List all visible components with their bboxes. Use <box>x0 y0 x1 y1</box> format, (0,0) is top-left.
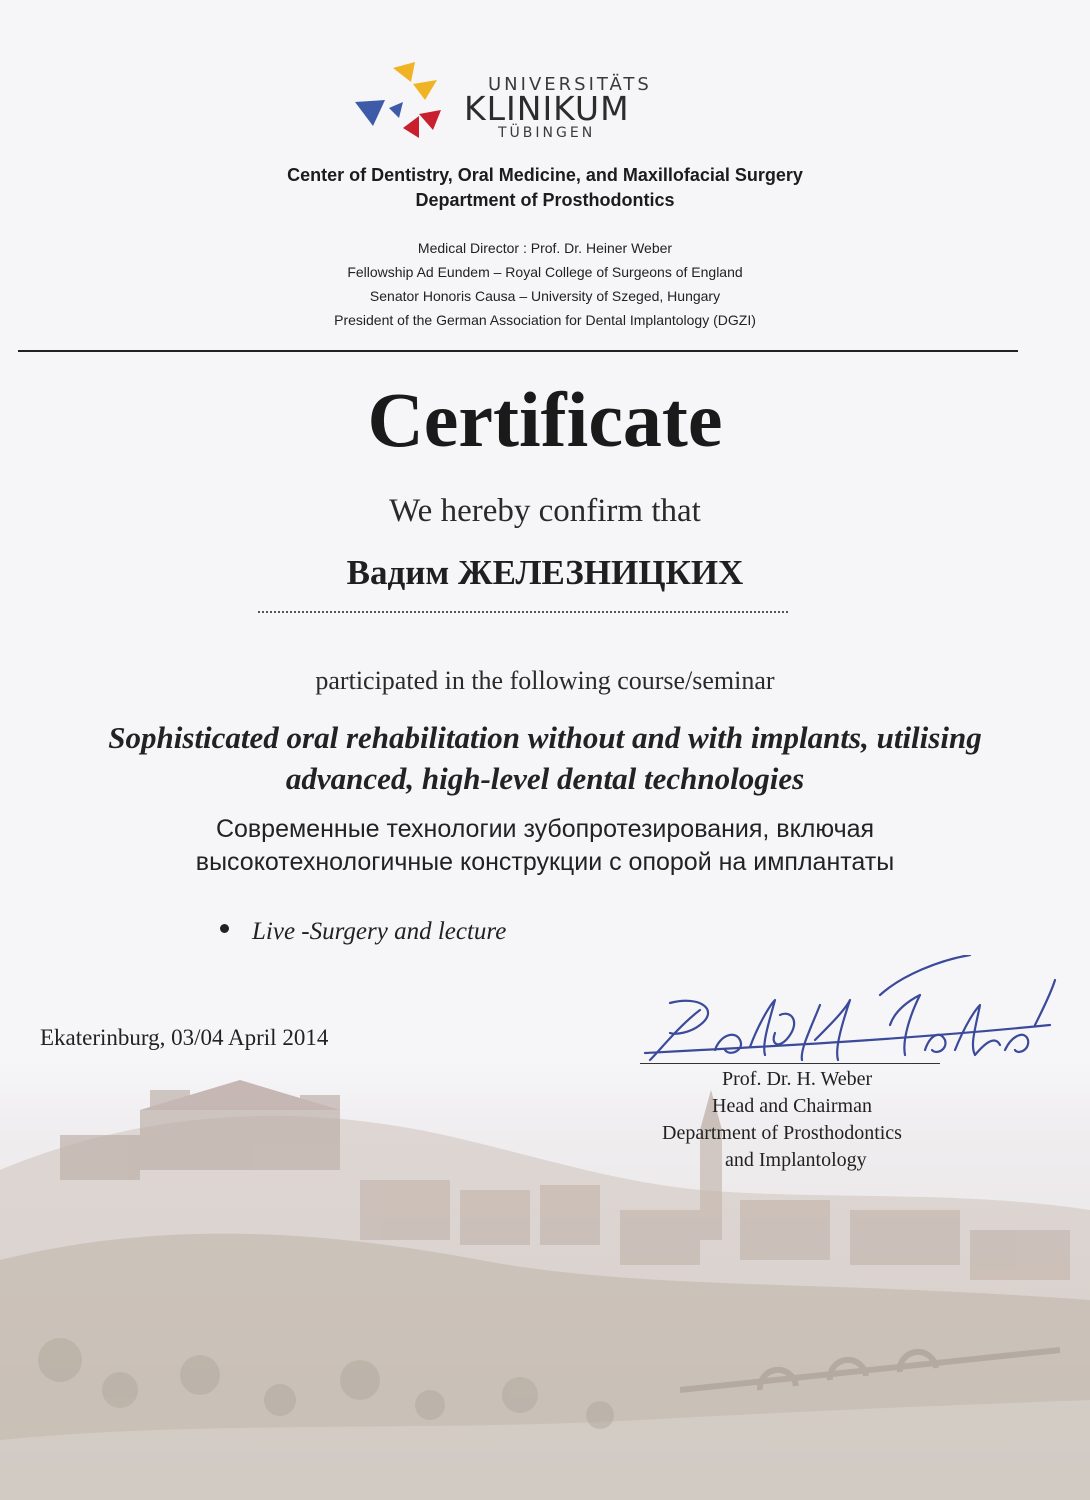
department-name: Department of Prosthodontics <box>415 190 675 210</box>
participation-statement: participated in the following course/seminar <box>315 666 775 695</box>
certificate-title: Certificate <box>367 376 723 463</box>
logo-text-tubingen: TÜBINGEN <box>498 125 596 141</box>
center-name: Center of Dentistry, Oral Medicine, and Maxillofacial Surgery <box>287 165 803 185</box>
senator-line: Senator Honoris Causa – University of Szeged, Hungary <box>369 288 721 304</box>
signatory-department-line-1: Department of Prosthodontics <box>662 1122 902 1144</box>
medical-director-line: Medical Director : Prof. Dr. Heiner Weber <box>417 240 673 256</box>
course-title-ru-line-1: Современные технологии зубопротезирования, включая <box>215 815 875 843</box>
president-line: President of the German Association for Dental Implantology (DGZI) <box>334 312 756 328</box>
logo-text-universitats: UNIVERSITÄTS <box>488 74 652 95</box>
logo-text-klinikum: KLINIKUM <box>464 89 630 128</box>
bullet-icon <box>220 924 229 933</box>
signatory-name: Prof. Dr. H. Weber <box>722 1068 873 1090</box>
place-and-date: Ekaterinburg, 03/04 April 2014 <box>40 1025 329 1050</box>
klinikum-logo-icon <box>355 62 445 142</box>
course-title-en-line-1: Sophisticated oral rehabilitation without and with implants, utilising <box>108 720 982 755</box>
header-divider <box>18 350 1018 352</box>
course-title-en-line-2: advanced, high-level dental technologies <box>285 761 805 796</box>
confirm-statement: We hereby confirm that <box>389 493 701 529</box>
course-format-item: Live -Surgery and lecture <box>252 918 507 945</box>
city-panorama-illustration <box>0 1060 1090 1500</box>
signatory-department-line-2: and Implantology <box>725 1149 867 1171</box>
recipient-underline <box>258 611 788 613</box>
recipient-name: Вадим ЖЕЛЕЗНИЦКИХ <box>346 553 744 592</box>
fellowship-line: Fellowship Ad Eundem – Royal College of Surgeons of England <box>347 264 743 280</box>
signature-line <box>640 1063 940 1064</box>
signatory-role: Head and Chairman <box>712 1095 872 1117</box>
course-title-ru-line-2: высокотехнологичные конструкции с опорой на имплантаты <box>195 848 895 876</box>
